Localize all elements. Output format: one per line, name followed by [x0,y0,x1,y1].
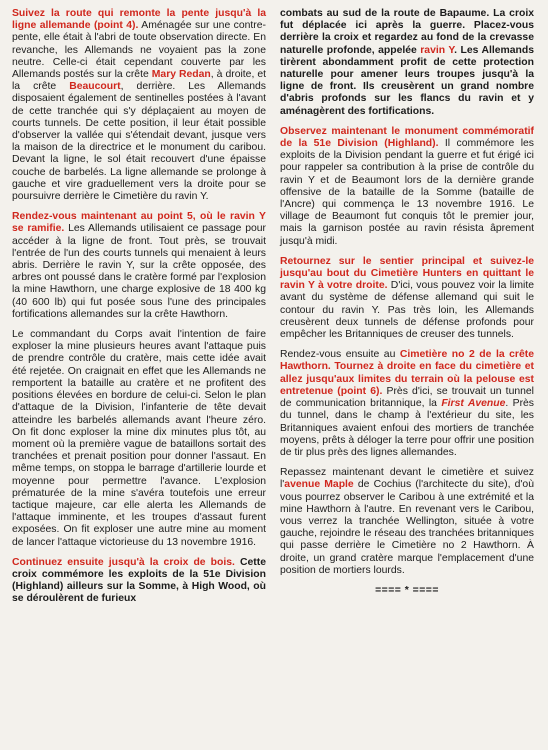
paragraph-mine: Le commandant du Corps avait l'intention de faire exploser la mine plusieurs heures avant l'attaque puis de prendre contrôle du cratère, mais cette idée avait été rejetée. On craignait en effet que les Allemands ne remportent la bataille au cratère et ne profitent des positions élevées en bordure de celui-ci. Selon le plan d'attaque de la Division, l'infanterie de tête devait atteindre les barbelés allemands avant l'heure zéro. On fit donc exploser la mine dix minutes plus tôt, au moment où la première vague de bataillons sortait des tranchées et prenait position pour donner l'assaut. En même temps, on stoppa le barrage d'artillerie lourde et moyenne pour permettre l'avance. L'explosion prématurée de la mine s'avéra toutefois une erreur tactique majeure, car elle alerta les Allemands de l'attaque imminente, et les troupes d'assaut furent exposées. On fit exploser une autre mine au moment de lancer l'attaque victorieuse du 13 novembre 1916. [12,329,266,548]
separator: ==== * ==== [375,584,439,596]
place-beaucourt: Beaucourt [69,81,121,93]
heading-point-5: Rendez-vous maintenant au point 5, où le ravin Y se ramifie. [12,211,266,235]
text-segment: Repassez maintenant devant le cimetière et suivez l' [280,467,534,491]
text-segment: , derrière. Les Allemands disposaient également de sentinelles postées à l'avant de cette tranchée qui s'y déplaçaient au moyen de courts tunnels. De cette position, il leur était possible d'observer la vallée qui s'étendait devant, jusque vers la maison de la directrice et le monument du caribou. Devant la ligne, le sol était recouvert d'une épaisse couche de barbelés. La ligne allemande se prolonge à gauche et vire graduellement vers la droite pour se poursuivre derrière le Cimetière du ravin Y. [12,81,266,203]
right-column [280,8,534,750]
text-segment: , à droite, et la crête [12,69,266,93]
paragraph-point-5 [12,211,266,321]
text-segment: . Les Allemands tirèrent abondamment profit de cette protection naturelle pour amener leurs troupes jusqu'à la ligne de front. Ils creusèrent un grand nombre d'abris profonds sur les flancs du ravin et y aménagèrent des fortifications. [280,44,534,117]
place-ravin-y: ravin Y [420,44,455,56]
text-segment: de Cochius (l'architecte du site), d'où vous pourrez observer le Caribou à une extrémité et la mine Hawthorn à l'autre. En revenant vers le Caribou, vous verrez la tranchée Wellington, située à votre gauche, rejoindre le réseau des tranchées britanniques qui passe derrière le Cimetière no 2 Hawthorn. À droite, un grand cratère marque l'emplacement d'une position de mortiers lourds. [280,479,534,576]
paragraph-ravin-y [280,8,534,118]
heading-point-4: Suivez la route qui remonte la pente jusqu'à la ligne allemande (point 4). [12,8,266,32]
text-segment: Les Allemands utilisaient ce passage pour accéder à la ligne de front. Tout près, se trouvait l'entrée de l'un des courts tunnels qui menaient à leurs abris. Derrière le ravin Y, sur la crête opposée, des arbres ont poussé dans le cratère formé par l'explosion la mine Hawthorn, une charge explosive de 18 400 kg (40 600 lb) qui fut posée sous l'une des principales fortifications allemandes sur la crête Hawthorn. [12,223,267,320]
left-column [12,8,266,750]
paragraph-point-6 [280,349,534,459]
paragraph-point-4 [12,8,266,203]
text-segment: Cette croix commémore les exploits de la 51e Division (Highland) ailleurs sur la Somme, à High Wood, où se déroulèrent de furieux [12,556,266,605]
text-segment: Rendez-vous ensuite au [280,349,400,361]
heading-cross: Continuez ensuite jusqu'à la croix de bois. [12,556,235,568]
place-mary-redan: Mary Redan [151,69,211,81]
paragraph-cross [12,557,266,606]
text-segment: Près d'ici, se trouvait un tunnel de communication britannique, la [280,385,534,410]
place-first-avenue: First Avenue [441,398,506,410]
text-segment: Il commémore les exploits de la Division pendant la guerre et fut érigé ici pour rappeler sa contribution à la prise de contrôle du ravin Y et de Beaumont lors de la dernière grande offensive de la bataille de la Somme (bataille de l'Ancre) qui commença le 13 novembre 1916. Le village de Beaumont fut conquis tôt le premier jour, mais la garnison postée au ravin résista âprement jusqu'à midi. [280,138,534,247]
text-segment: . Près du tunnel, dans le champ à l'extérieur du site, les Britanniques avaient enfoui des mortiers de tranchée moyens, prêts à déloger la terre pour offrir une position de tir plus près des lignes allemandes. [280,398,535,458]
text-segment: Aménagée sur une contre-pente, elle était à l'abri de toute observation directe. En revanche, les Allemands ne voyaient pas la zone neutre. Celle-ci était cependant couverte par les Allemands postés sur la crête [12,20,267,81]
text-segment: combats au sud de la route de Bapaume. La croix fut déplacée ici après la guerre. Placez-vous derrière la croix et regardez au fond de la crevasse naturelle profonde, appelée [280,8,534,56]
paragraph-hunters [280,256,534,341]
paragraph-monument [280,126,534,248]
text-segment: D'ici, vous pouvez voir la limite avant du système de défense allemand qui suit le contour du ravin Y. Pas très loin, les Allemands creusèrent deux tunnels de défense profonds pour empêcher les Britanniques de creuser des tunnels. [280,280,535,341]
heading-monument: Observez maintenant le monument commémoratif de la 51e Division (Highland). [280,125,534,150]
paragraph-maple [280,467,534,577]
heading-point-6: Cimetière no 2 de la crête Hawthorn. Tournez à droite en face du cimetière et allez jusqu'aux limites du terrain où la pelouse est entretenue (point 6). [280,349,534,397]
heading-hunters: Retournez sur le sentier principal et suivez-le jusqu'au bout du Cimetière Hunters en quittant le ravin Y à votre droite. [280,255,534,292]
place-avenue-maple: avenue Maple [284,479,354,491]
